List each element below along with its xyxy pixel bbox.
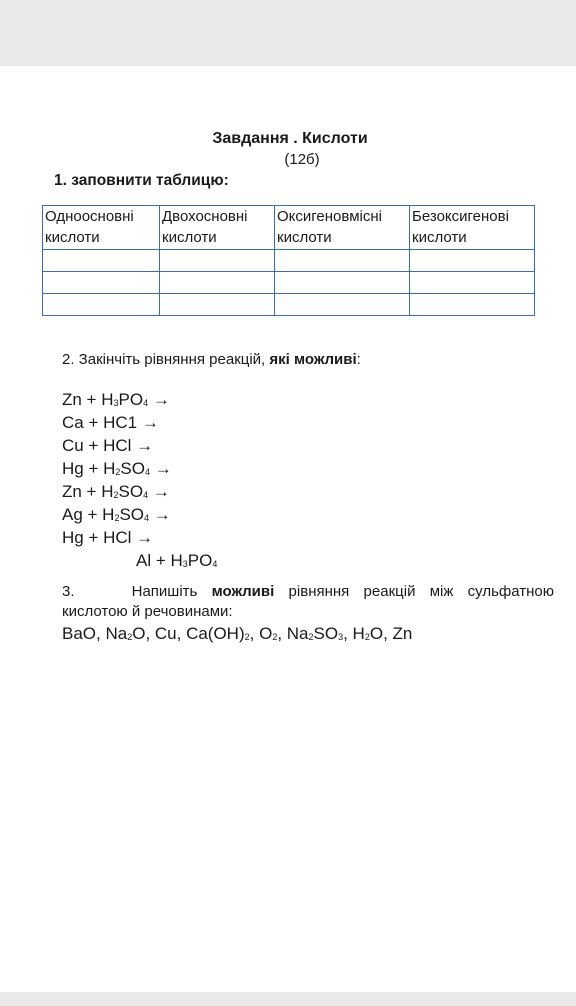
equation-line: $Zn + H_2SO_4$ → (62, 482, 170, 501)
table-header-row (43, 206, 535, 250)
table-row (43, 272, 535, 294)
table-cell (275, 294, 410, 316)
header-oxygen-containing: Оксигеновмісні кислоти (275, 206, 410, 250)
table-cell (43, 272, 160, 294)
task3-text (62, 582, 554, 622)
table-cell (160, 250, 275, 272)
document-page (0, 66, 576, 992)
table-cell (410, 272, 535, 294)
table-cell (160, 272, 275, 294)
header-monobasic: Одноосновні кислоти (43, 206, 160, 250)
table-cell (410, 250, 535, 272)
table-cell (43, 250, 160, 272)
equation-line: $Hg + H_2SO_4$ → (62, 459, 172, 478)
task2-label: 2. Закінчіть рівняння реакцій, які можливі: (62, 351, 361, 368)
table-cell (43, 294, 160, 316)
table-cell (275, 250, 410, 272)
table-row (43, 250, 535, 272)
table-cell (160, 294, 275, 316)
table-cell (275, 272, 410, 294)
points-label: (12б) (284, 151, 320, 168)
equation-line: Hg + HCl → (62, 528, 154, 547)
table-row (43, 294, 535, 316)
table-cell (410, 294, 535, 316)
page-title: Завдання . Кислоти (212, 130, 368, 147)
task3-line2: кислотою й речовинами: (62, 603, 233, 620)
acids-table (42, 205, 535, 316)
substances-list: BaO, $Na_2O$, Cu, $Ca(OH)_2$, $O_2$, $Na_2SO_3$, $H_2O$, Zn (62, 624, 413, 643)
header-dibasic: Двохосновні кислоти (160, 206, 275, 250)
bottom-strip (0, 992, 576, 1006)
header-oxygen-free: Безоксигенові кислоти (410, 206, 535, 250)
equation-line: Ca + HC1 → (62, 413, 159, 432)
equation-line: $Ag + H_2SO_4$ → (62, 505, 171, 524)
task3-line1: 3. Напишіть можливі рівняння реакцій між сульфатною (62, 583, 555, 600)
task1-label: 1. заповнити таблицю: (54, 172, 229, 189)
equation-line: $Al + H_3PO_4$ (136, 551, 218, 570)
equation-line: $Zn + H_3PO_4$ → (62, 390, 170, 409)
equation-line: Cu + HCl → (62, 436, 154, 455)
